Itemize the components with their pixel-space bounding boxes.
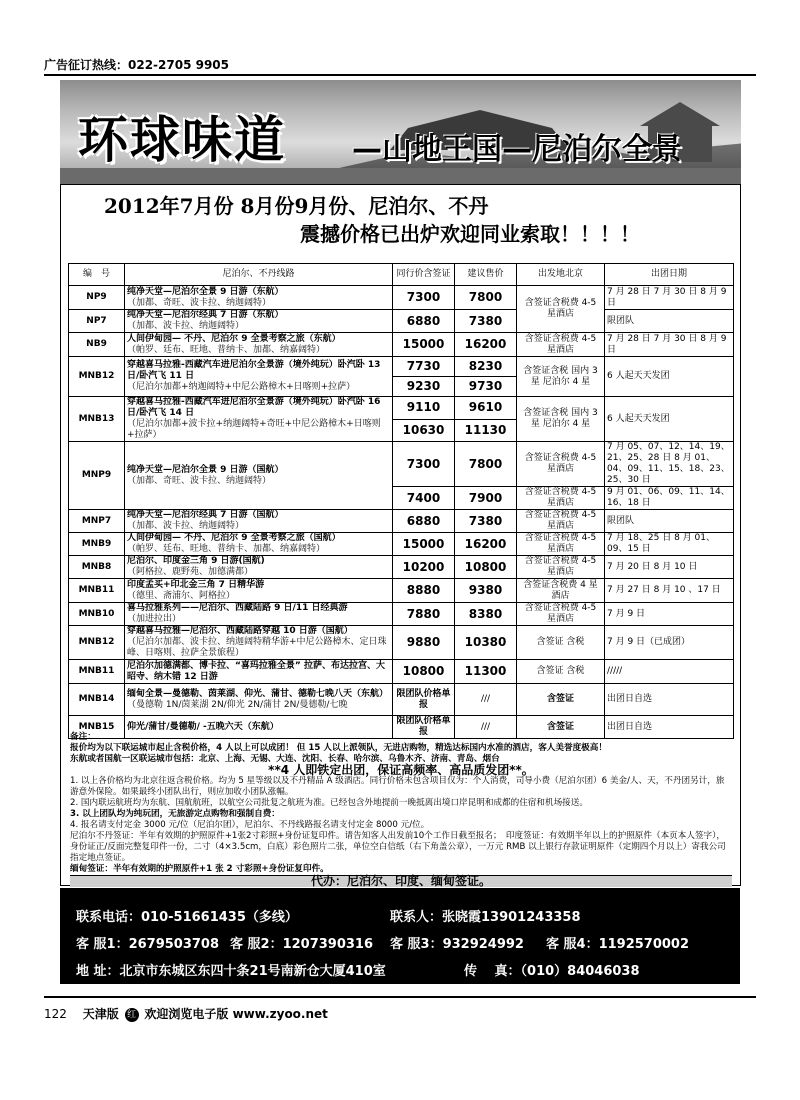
tour-title: 穿越喜马拉雅—尼泊尔、西藏陆路穿越 10 日游（国航） xyxy=(127,626,353,636)
table-row xyxy=(69,357,734,377)
tour-stops: （曼德勒 1N/茵莱湖 2N/仰光 2N/蒲甘 2N/曼德勒/七晚 xyxy=(127,699,348,710)
retail-price: 10380 xyxy=(455,626,517,660)
headline-price: 震撼价格已出炉欢迎同业索取！！！！ xyxy=(300,222,640,246)
peer-price: 7880 xyxy=(393,603,455,626)
peer-price: 6880 xyxy=(393,310,455,333)
visa-agency-note: 代办：尼泊尔、印度、缅甸签证。 xyxy=(70,875,732,887)
contact-phone: 联系电话：010-51661435（多线） xyxy=(76,910,298,925)
notes-item: 4. 报名请支付定金 3000 元/位（尼泊尔团），尼泊尔、不丹线路报名请支付定金 8000 元/位。 xyxy=(70,820,430,830)
departure-info: 含签证含税 国内 3 星 尼泊尔 4 星 xyxy=(517,357,605,397)
retail-price: 9380 xyxy=(455,579,517,603)
page-subtitle: —山地王国—尼泊尔全景 xyxy=(352,132,682,167)
departure-dates: 出团日自选 xyxy=(605,684,734,716)
tour-title: 缅甸全景—曼德勒、茵莱湖、仰光、蒲甘、德勒七晚八天（东航） xyxy=(127,688,389,699)
tour-stops: （加都、波卡拉、纳迦阔特） xyxy=(127,521,245,531)
departure-info: 含签证含税费 4-5 星酒店 xyxy=(517,286,605,333)
contact-address: 地 址：北京市东城区东四十条21号南新仓大厦410室 xyxy=(76,964,386,979)
col-header-route: 尼泊尔、不丹线路 xyxy=(125,264,393,286)
retail-price-alt: 11130 xyxy=(455,419,517,442)
peer-price: 7300 xyxy=(393,286,455,310)
retail-price: /// xyxy=(455,684,517,716)
customer-service-4: 客 服4：1192570002 xyxy=(546,937,690,952)
retail-price: 7800 xyxy=(455,442,517,487)
peer-price-alt: 7400 xyxy=(393,487,455,510)
notes-line-1: 报价均为以下联运城市起止含税价格，4 人以上可以成团！ 但 15 人以上派领队，无进店购物，精选达标国内水准的酒店，客人美誉度极高！ xyxy=(70,743,607,753)
departure-dates: 7 月 9 日 xyxy=(605,603,734,626)
departure-info: 含签证含税费 4-5 星酒店 xyxy=(517,333,605,357)
departure-info: 含签证 xyxy=(517,716,605,739)
tour-stops: （帕罗、廷布、旺地、普纳卡、加都、纳嘉阔特） xyxy=(127,344,326,355)
retail-price: 9610 xyxy=(455,397,517,420)
tour-title: 尼泊尔加德满都、博卡拉、“喜玛拉雅全景” 拉萨、布达拉宫、大昭寺、纳木错 12 日游 xyxy=(127,660,385,682)
col-header-peer-price: 同行价含签证 xyxy=(393,264,455,286)
departure-info: 含签证含税费 4-5 星酒店 xyxy=(517,533,605,556)
tour-stops: （帕罗、廷布、旺地、普纳卡、加都、纳嘉阔特） xyxy=(127,544,326,554)
peer-price: 7300 xyxy=(393,442,455,487)
tour-code: NP7 xyxy=(69,310,125,333)
retail-price: /// xyxy=(455,716,517,739)
tour-route xyxy=(125,357,393,397)
departure-info: 含签证含税费 4 星酒店 xyxy=(517,579,605,603)
notes-section xyxy=(70,732,732,887)
departure-dates: 7 月 28 日 7 月 30 日 8 月 9 日 xyxy=(605,333,734,357)
col-header-retail-price: 建议售价 xyxy=(455,264,517,286)
departure-info: 含签证含税费 4-5 星酒店 xyxy=(517,442,605,487)
table-row xyxy=(69,397,734,420)
retail-price: 7800 xyxy=(455,286,517,310)
departure-info: 含签证含税费 4-5 星酒店 xyxy=(517,510,605,533)
tour-code: MNB14 xyxy=(69,684,125,716)
peer-price: 8880 xyxy=(393,579,455,603)
departure-info: 含签证含税费 4-5 星酒店 xyxy=(517,556,605,579)
departure-info: 含签证 xyxy=(517,684,605,716)
retail-price: 10800 xyxy=(455,556,517,579)
customer-service-1: 客 服1：2679503708 xyxy=(76,937,220,952)
peer-price: 7730 xyxy=(393,357,455,377)
retail-price-alt: 9730 xyxy=(455,377,517,397)
tour-route xyxy=(125,684,393,716)
tour-title: 穿越喜马拉雅-西藏汽车进尼泊尔全景游（境外纯玩）卧汽卧 16 日/卧汽飞 14 日 xyxy=(127,397,381,418)
col-header-code: 编 号 xyxy=(69,264,125,286)
top-rule xyxy=(44,74,756,76)
departure-dates-alt: 9 月 01、06、09、11、14、16、18 日 xyxy=(605,487,734,510)
footer-tagline: 欢迎浏览电子版 www.zyoo.net xyxy=(144,1007,328,1021)
tour-stops: （加都、波卡拉、纳迦阔特） xyxy=(127,321,245,331)
departure-dates: 7 月 28 日 7 月 30 日 8 月 9 日 xyxy=(605,286,734,310)
tour-route xyxy=(125,579,393,603)
edition-label: 天津版 xyxy=(82,1007,119,1021)
tour-stops: （加都、奇旺、波卡拉、纳迦阔特） xyxy=(127,475,272,486)
departure-dates: 7 月 9 日（已成团） xyxy=(605,626,734,660)
retail-price: 7380 xyxy=(455,310,517,333)
tour-title: 人间伊甸园— 不丹、尼泊尔 9 全景考察之旅（国航） xyxy=(127,533,341,543)
notes-label: 备注： xyxy=(70,732,96,742)
table-row xyxy=(69,556,734,579)
tour-code: MNB12 xyxy=(69,626,125,660)
retail-price: 11300 xyxy=(455,660,517,684)
table-row xyxy=(69,310,734,333)
tour-stops: （尼泊尔加都+波卡拉+纳迦阔特+奇旺+中尼公路樟木+日喀则+拉萨） xyxy=(127,419,381,440)
footer-rule xyxy=(44,996,756,998)
departure-dates: 7 月 18、25 日 8 月 01、09、15 日 xyxy=(605,533,734,556)
contact-person: 联系人：张晓霞13901243358 xyxy=(390,910,581,925)
tour-code: MNB13 xyxy=(69,397,125,442)
table-row xyxy=(69,510,734,533)
tour-code: NB9 xyxy=(69,333,125,357)
retail-price: 7380 xyxy=(455,510,517,533)
tour-route xyxy=(125,333,393,357)
tour-title: 穿越喜马拉雅-西藏汽车进尼泊尔全景游（境外纯玩）卧汽卧 13 日/卧汽飞 11 日 xyxy=(127,360,381,381)
tour-stops: （加都、奇旺、波卡拉、纳迦阔特） xyxy=(127,297,272,308)
departure-info: 含签证 含税 xyxy=(517,660,605,684)
notes-item: 缅甸签证：半年有效期的护照原件+1 张 2 寸彩照+身份证复印件。 xyxy=(70,864,329,874)
table-row xyxy=(69,603,734,626)
peer-price: 9880 xyxy=(393,626,455,660)
tour-stops: （尼泊尔加都+纳迦阔特+中尼公路樟木+日喀则+拉萨） xyxy=(127,382,356,392)
tour-stops: （阿格拉、鹿野苑、加德满都） xyxy=(127,567,254,577)
departure-dates: ///// xyxy=(605,660,734,684)
tour-code: MNB11 xyxy=(69,660,125,684)
notes-line-2: 东航或者国航一区联运城市包括：北京、上海、无锡、大连、沈阳、长春、哈尔滨、乌鲁木齐、济南、青岛、烟台 xyxy=(70,754,500,764)
tour-title: 仰光/蒲甘/曼德勒/ -五晚六天（东航） xyxy=(127,721,279,732)
page-footer xyxy=(44,1005,328,1022)
departure-dates: 6 人起天天发团 xyxy=(605,357,734,397)
tour-route xyxy=(125,626,393,660)
table-row xyxy=(69,684,734,716)
retail-price: 16200 xyxy=(455,533,517,556)
departure-info-alt: 含签证含税费 4-5 星酒店 xyxy=(517,487,605,510)
tour-code: MNP9 xyxy=(69,442,125,510)
page-number: 122 xyxy=(44,1007,67,1021)
peer-price-alt: 10630 xyxy=(393,419,455,442)
table-row xyxy=(69,660,734,684)
peer-price: 6880 xyxy=(393,510,455,533)
tour-title: 纯净天堂—尼泊尔经典 7 日游（东航） xyxy=(127,310,284,320)
peer-price: 15000 xyxy=(393,333,455,357)
brand-logo-icon: 红 xyxy=(125,1008,139,1022)
table-row xyxy=(69,286,734,310)
tour-route xyxy=(125,310,393,333)
tour-code: MNB11 xyxy=(69,579,125,603)
notes-item: 尼泊尔不丹签证：半年有效期的护照原件+1张2寸彩照+身份证复印件。请告知客人出发前10个工作日截至报名； 印度签证：有效期半年以上的护照原件（本页本人签字），身份证正/反面完整复印件一份，二寸（4×3.5cm，白底）彩色照片二张，单位空白信纸（右下角盖公章），一万元 RMB 以上银行存款证明原件（定期四个月以上）寄我公司指定地点签证。 xyxy=(70,831,726,863)
departure-dates: 7 月 05、07、12、14、19、21、25、28 日 8 月 01、04、09、11、15、18、23、25、30 日 xyxy=(605,442,734,487)
tour-code: MNB8 xyxy=(69,556,125,579)
departure-dates: 7 月 20 日 8 月 10 日 xyxy=(605,556,734,579)
departure-dates: 7 月 27 日 8 月 10 、17 日 xyxy=(605,579,734,603)
notes-guarantee-banner: **4 人即铁定出团，保证高频率、高品质发团**。 xyxy=(268,763,534,777)
table-row xyxy=(69,626,734,660)
customer-service-3: 客 服3：932924992 xyxy=(390,937,524,952)
contact-fax: 传 真：（010）84046038 xyxy=(464,964,640,979)
table-row xyxy=(69,442,734,487)
tour-title: 印度孟买+印北金三角 7 日精华游 xyxy=(127,579,265,590)
peer-price-alt: 9230 xyxy=(393,377,455,397)
peer-price: 10800 xyxy=(393,660,455,684)
peer-price: 限团队价格单报 xyxy=(393,684,455,716)
tour-route xyxy=(125,286,393,310)
tour-title: 纯净天堂—尼泊尔经典 7 日游（国航） xyxy=(127,510,284,520)
tour-code: MNB10 xyxy=(69,603,125,626)
tour-route xyxy=(125,603,393,626)
table-header-row xyxy=(69,264,734,286)
retail-price: 8230 xyxy=(455,357,517,377)
peer-price: 15000 xyxy=(393,533,455,556)
peer-price: 9110 xyxy=(393,397,455,420)
col-header-dates: 出团日期 xyxy=(605,264,734,286)
departure-info: 含签证含税 国内 3 星 尼泊尔 4 星 xyxy=(517,397,605,442)
page-title: 环球味道 xyxy=(78,111,286,169)
table-row xyxy=(69,579,734,603)
tour-title: 喜马拉雅系列——尼泊尔、西藏陆路 9 日/11 日经典游 xyxy=(127,603,348,613)
tour-route xyxy=(125,442,393,510)
departure-dates: 限团队 xyxy=(605,310,734,333)
col-header-departure: 出发地北京 xyxy=(517,264,605,286)
peer-price: 限团队价格单报 xyxy=(393,716,455,739)
notes-item: 3. 以上团队均为纯玩团，无旅游定点购物和强制自费： xyxy=(70,809,280,819)
tour-code: MNB15 xyxy=(69,716,125,739)
tour-title: 纯净天堂—尼泊尔全景 9 日游（东航） xyxy=(127,286,284,297)
tour-code: MNB9 xyxy=(69,533,125,556)
tour-route xyxy=(125,556,393,579)
peer-price: 10200 xyxy=(393,556,455,579)
departure-dates: 6 人起天天发团 xyxy=(605,397,734,442)
retail-price: 8380 xyxy=(455,603,517,626)
tour-route xyxy=(125,510,393,533)
table-row xyxy=(69,533,734,556)
tour-stops: （德里、斋浦尔、阿格拉） xyxy=(127,590,236,601)
tour-code: MNP7 xyxy=(69,510,125,533)
table-row xyxy=(69,333,734,357)
tour-title: 纯净天堂—尼泊尔全景 9 日游（国航） xyxy=(127,464,284,475)
tour-route xyxy=(125,533,393,556)
tour-route xyxy=(125,660,393,684)
tour-stops: （尼泊尔加都、波卡拉、纳迦阔特精华游+中尼公路樟木、定日珠峰、日喀则、拉萨全景旅程） xyxy=(127,637,387,658)
tour-title: 人间伊甸园— 不丹、尼泊尔 9 全景考察之旅（东航） xyxy=(127,333,341,344)
retail-price-alt: 7900 xyxy=(455,487,517,510)
contact-box xyxy=(60,888,740,984)
headline-dates: 2012年7月份 8月份9月份、尼泊尔、不丹 xyxy=(104,194,489,218)
retail-price: 16200 xyxy=(455,333,517,357)
notes-item: 2. 国内联运航班均为东航、国航航班，以航空公司批复之航班为准。已经包含外地提前一晚抵离出境口岸昆明和成都的住宿和机场接送。 xyxy=(70,798,588,808)
departure-dates: 出团日自选 xyxy=(605,716,734,739)
tour-stops: （加进拉出） xyxy=(127,614,182,624)
departure-info: 含签证 含税 xyxy=(517,626,605,660)
tour-title: 尼泊尔、印度金三角 9 日游(国航) xyxy=(127,556,265,566)
customer-service-2: 客 服2：1207390316 xyxy=(230,937,374,952)
tour-code: MNB12 xyxy=(69,357,125,397)
notes-item: 1. 以上各价格均为北京往返含税价格。均为 5 星等级以及不丹精品 A 级酒店。同行价格未包含项目仅为：个人消费，司导小费（尼泊尔团）6 美金/人、天，不丹团另计，旅游意外保险。如果最终小团队出行，则应加收小团队涨幅。 xyxy=(70,776,725,797)
tour-route xyxy=(125,397,393,442)
departure-info: 含签证含税费 4-5 星酒店 xyxy=(517,603,605,626)
ad-hotline: 广告征订热线：022-2705 9905 xyxy=(44,58,230,72)
tour-price-table xyxy=(68,263,734,739)
tour-code: NP9 xyxy=(69,286,125,310)
departure-dates: 限团队 xyxy=(605,510,734,533)
